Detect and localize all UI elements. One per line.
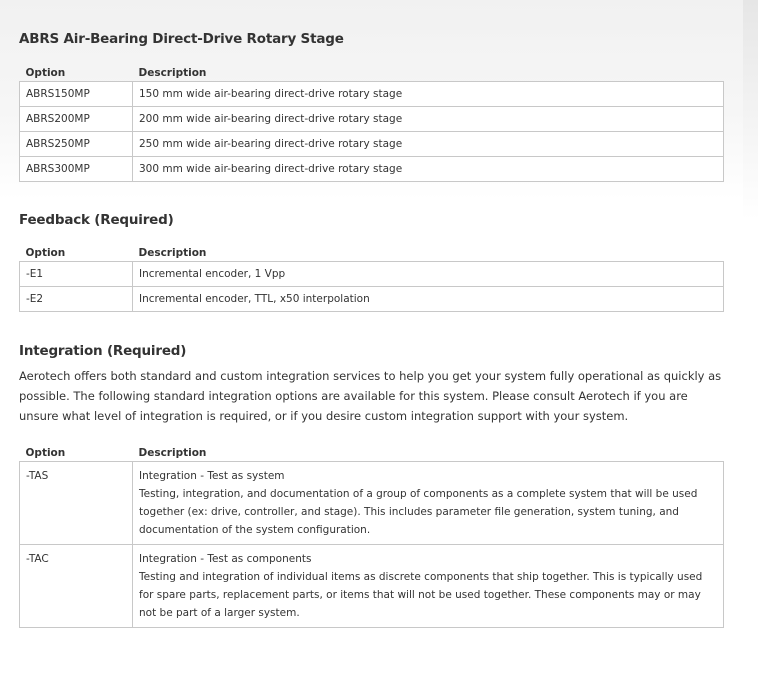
- description-cell: [133, 462, 724, 545]
- section-title-stage: ABRS Air-Bearing Direct-Drive Rotary Stage: [19, 31, 344, 47]
- option-cell: ABRS300MP: [20, 157, 133, 182]
- option-cell: ABRS250MP: [20, 132, 133, 157]
- table-row: [20, 132, 724, 157]
- table-row: [20, 157, 724, 182]
- integration-option-title: Integration - Test as components: [139, 553, 312, 565]
- feedback-options-table: [19, 244, 724, 312]
- section-title-integration: Integration (Required): [19, 343, 187, 359]
- stage-options-table: [19, 64, 724, 182]
- description-column-header: Description: [138, 447, 207, 459]
- option-cell: -E2: [20, 287, 133, 312]
- integration-options-table: [19, 444, 724, 628]
- option-column-header: Option: [25, 67, 66, 79]
- option-cell: -TAS: [20, 462, 133, 545]
- option-cell: -E1: [20, 262, 133, 287]
- option-cell: -TAC: [20, 545, 133, 628]
- table-row: [20, 462, 724, 545]
- integration-option-body: Testing, integration, and documentation of a group of components as a complete system that will be used together (ex: drive, controller, and stage). This includes parameter file generation, system tuning, and documentation of the system configuration.: [139, 488, 698, 536]
- description-cell: Incremental encoder, 1 Vpp: [133, 262, 724, 287]
- description-cell: 200 mm wide air-bearing direct-drive rotary stage: [133, 107, 724, 132]
- description-cell: [133, 545, 724, 628]
- description-column-header: Description: [138, 247, 207, 259]
- option-cell: ABRS150MP: [20, 82, 133, 107]
- integration-option-title: Integration - Test as system: [139, 470, 285, 482]
- table-row: [20, 262, 724, 287]
- table-row: [20, 82, 724, 107]
- description-column-header: Description: [138, 67, 207, 79]
- integration-intro-paragraph: Aerotech offers both standard and custom integration services to help you get your system fully operational as quickly as possible. The following standard integration options are available for this system. Please consult Aerotech if you are unsure what level of integration is required, or if you desire custom integration support with your system.: [19, 369, 722, 423]
- option-column-header: Option: [25, 447, 66, 459]
- integration-option-body: Testing and integration of individual items as discrete components that ship together. This is typically used for spare parts, replacement parts, or items that will not be used together. These components may or may not be part of a larger system.: [139, 571, 703, 619]
- table-header-row: [20, 244, 724, 262]
- description-cell: Incremental encoder, TTL, x50 interpolation: [133, 287, 724, 312]
- table-row: [20, 545, 724, 628]
- description-cell: 300 mm wide air-bearing direct-drive rotary stage: [133, 157, 724, 182]
- section-title-feedback: Feedback (Required): [19, 212, 174, 228]
- option-cell: ABRS200MP: [20, 107, 133, 132]
- description-cell: 150 mm wide air-bearing direct-drive rotary stage: [133, 82, 724, 107]
- table-row: [20, 287, 724, 312]
- table-header-row: [20, 64, 724, 82]
- option-column-header: Option: [25, 247, 66, 259]
- table-header-row: [20, 444, 724, 462]
- header-panel-edge: [743, 0, 758, 220]
- table-row: [20, 107, 724, 132]
- description-cell: 250 mm wide air-bearing direct-drive rotary stage: [133, 132, 724, 157]
